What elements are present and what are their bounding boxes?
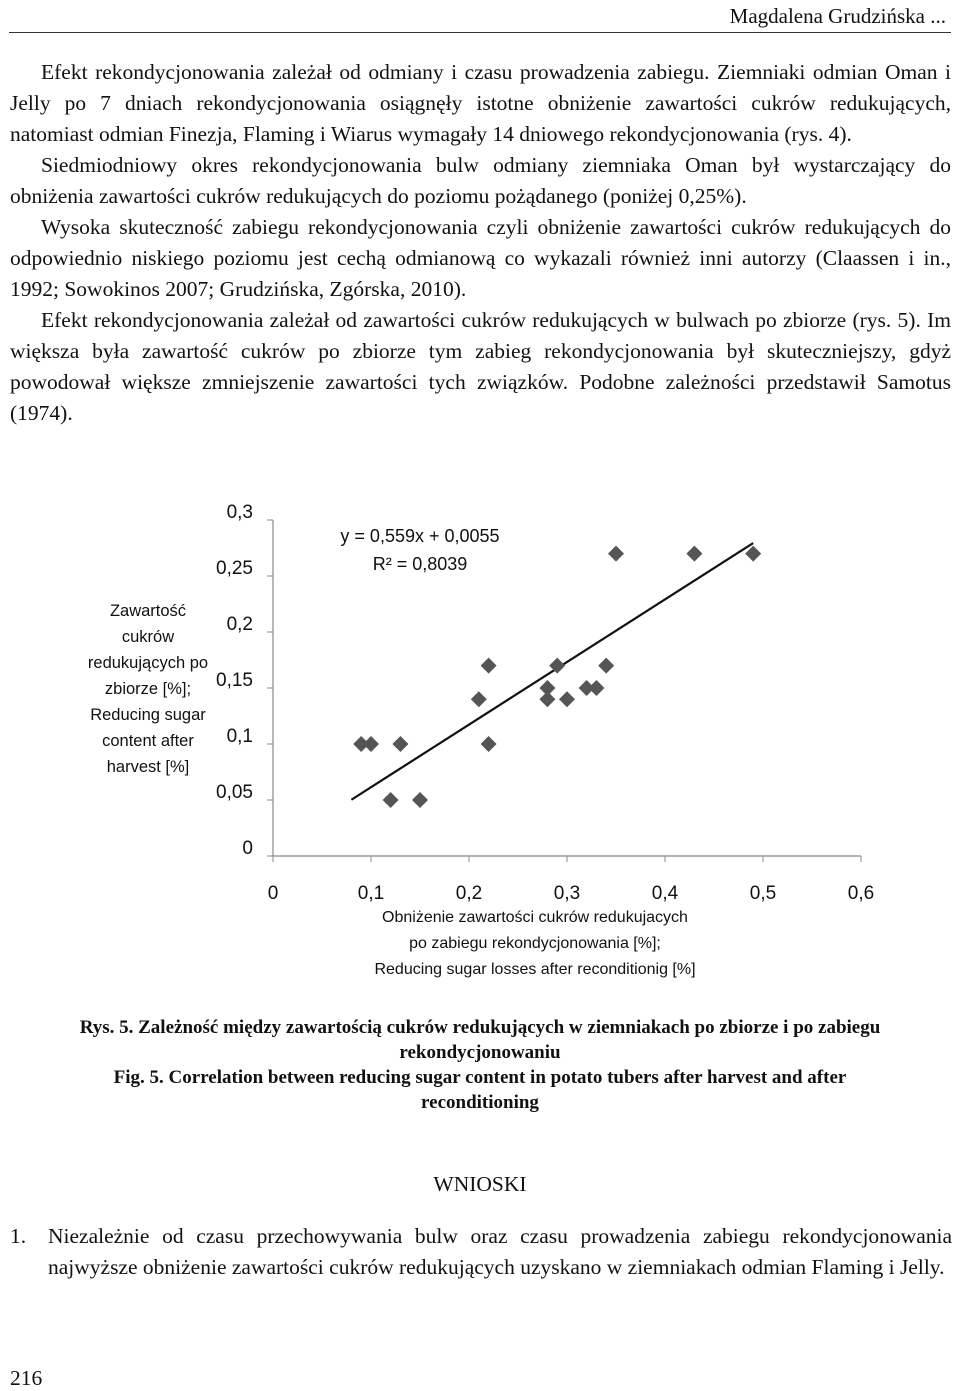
equation-text: y = 0,559x + 0,0055 [340,526,500,546]
y-tick-label: 0 [242,838,253,859]
y-axis-label-line: redukujących po [87,654,209,672]
paragraph-1: Efekt rekondycjonowania zależał od odmiany i czasu prowadzenia zabiegu. Ziemniaki odmian Oman i Jelly po 7 dniach rekondycjonowania osiągnęły istotne obniżenie zawartości cukrów redukujących, natomiast odmian Finezja, Flaming i Wiarus wymagały 14 dniowego rekondycjonowania (rys. 4). [10,60,951,146]
trendline [351,543,753,800]
x-axis-label-line: Obniżenie zawartości cukrów redukujacych [382,909,688,926]
data-point [608,546,624,562]
page-number: 216 [10,1366,43,1390]
conclusion-text: Niezależnie od czasu przechowywania bulw oraz czasu prowadzenia zabiegu rekondycjonowania najwyższe obniżenie zawartości cukrów redukujących uzyskano w ziemniakach odmian Flaming i Jelly. [48,1224,952,1279]
data-point [588,680,604,696]
y-axis-label [58,598,238,780]
x-tick-label: 0,3 [553,883,581,904]
data-point [471,691,487,707]
y-tick-label: 0,3 [226,502,253,523]
x-tick-label: 0,4 [651,883,679,904]
data-point [539,691,555,707]
data-point [559,691,575,707]
conclusion-item [10,1221,952,1283]
x-tick-label: 0,6 [847,883,875,904]
x-tick-label: 0,2 [455,883,483,904]
paragraph-2: Siedmiodniowy okres rekondycjonowania bulw odmiany ziemniaka Oman był wystarczający do obniżenia zawartości cukrów redukujących do poziomu pożądanego (poniżej 0,25%). [10,153,951,208]
scatter-chart [0,500,960,1000]
caption-en-line: Fig. 5. Correlation between reducing sugar content in potato tubers after harvest and after [113,1067,847,1088]
x-axis-label [320,905,750,983]
caption-pl-line: rekondycjonowaniu [399,1042,561,1063]
data-point [686,546,702,562]
r-squared-text: R² = 0,8039 [372,554,468,574]
x-tick-label: 0 [267,883,279,904]
y-tick-label: 0,2 [226,614,253,635]
y-tick-label: 0,25 [216,558,253,579]
running-head: Magdalena Grudzińska ... [729,4,946,28]
y-axis-label-line: content after [102,732,194,750]
y-axis-label-line: cukrów [121,628,175,646]
y-axis-label-line: Reducing sugar [90,706,206,724]
data-point [745,546,761,562]
y-axis-label-line: harvest [%] [106,758,190,776]
x-axis-label-line: po zabiegu rekondycjonowania [%]; [409,935,661,952]
data-point [481,658,497,674]
section-title: WNIOSKI [433,1172,527,1196]
x-axis-label-line: Reducing sugar losses after reconditionig [%] [374,961,696,978]
y-axis-label-line: zbiorze [%]; [104,680,192,698]
trendline-equation [310,522,530,578]
data-point [481,736,497,752]
header-rule [9,32,951,33]
data-point [598,658,614,674]
y-tick-label: 0,15 [216,670,253,691]
data-point [412,792,428,808]
data-point [383,792,399,808]
x-tick-label: 0,5 [749,883,777,904]
y-tick-label: 0,1 [226,726,253,747]
caption-en-line: reconditioning [421,1092,539,1113]
y-tick-label: 0,05 [216,782,253,803]
y-axis-label-line: Zawartość [109,602,187,620]
data-point [363,736,379,752]
figure-caption [20,1015,940,1115]
data-point [392,736,408,752]
body-text [10,57,951,429]
caption-pl-line: Rys. 5. Zależność między zawartością cukrów redukujących w ziemniakach po zbiorze i po zabiegu [79,1017,881,1038]
paragraph-3: Wysoka skuteczność zabiegu rekondycjonowania czyli obniżenie zawartości cukrów redukujących do odpowiednio niskiego poziomu jest cechą odmianową co wykazali również inni autorzy (Claassen i in., 1992; Sowokinos 2007; Grudzińska, Zgórska, 2010). [10,215,951,301]
conclusion-number: 1. [10,1224,27,1248]
paragraph-4: Efekt rekondycjonowania zależał od zawartości cukrów redukujących w bulwach po zbiorze (rys. 5). Im większa była zawartość cukrów po zbiorze tym zabieg rekondycjonowania był skuteczniejszy, gdyż powodował większe zmniejszenie zawartości tych związków. Podobne zależności przedstawił Samotus (1974). [10,308,951,425]
x-tick-label: 0,1 [357,883,385,904]
